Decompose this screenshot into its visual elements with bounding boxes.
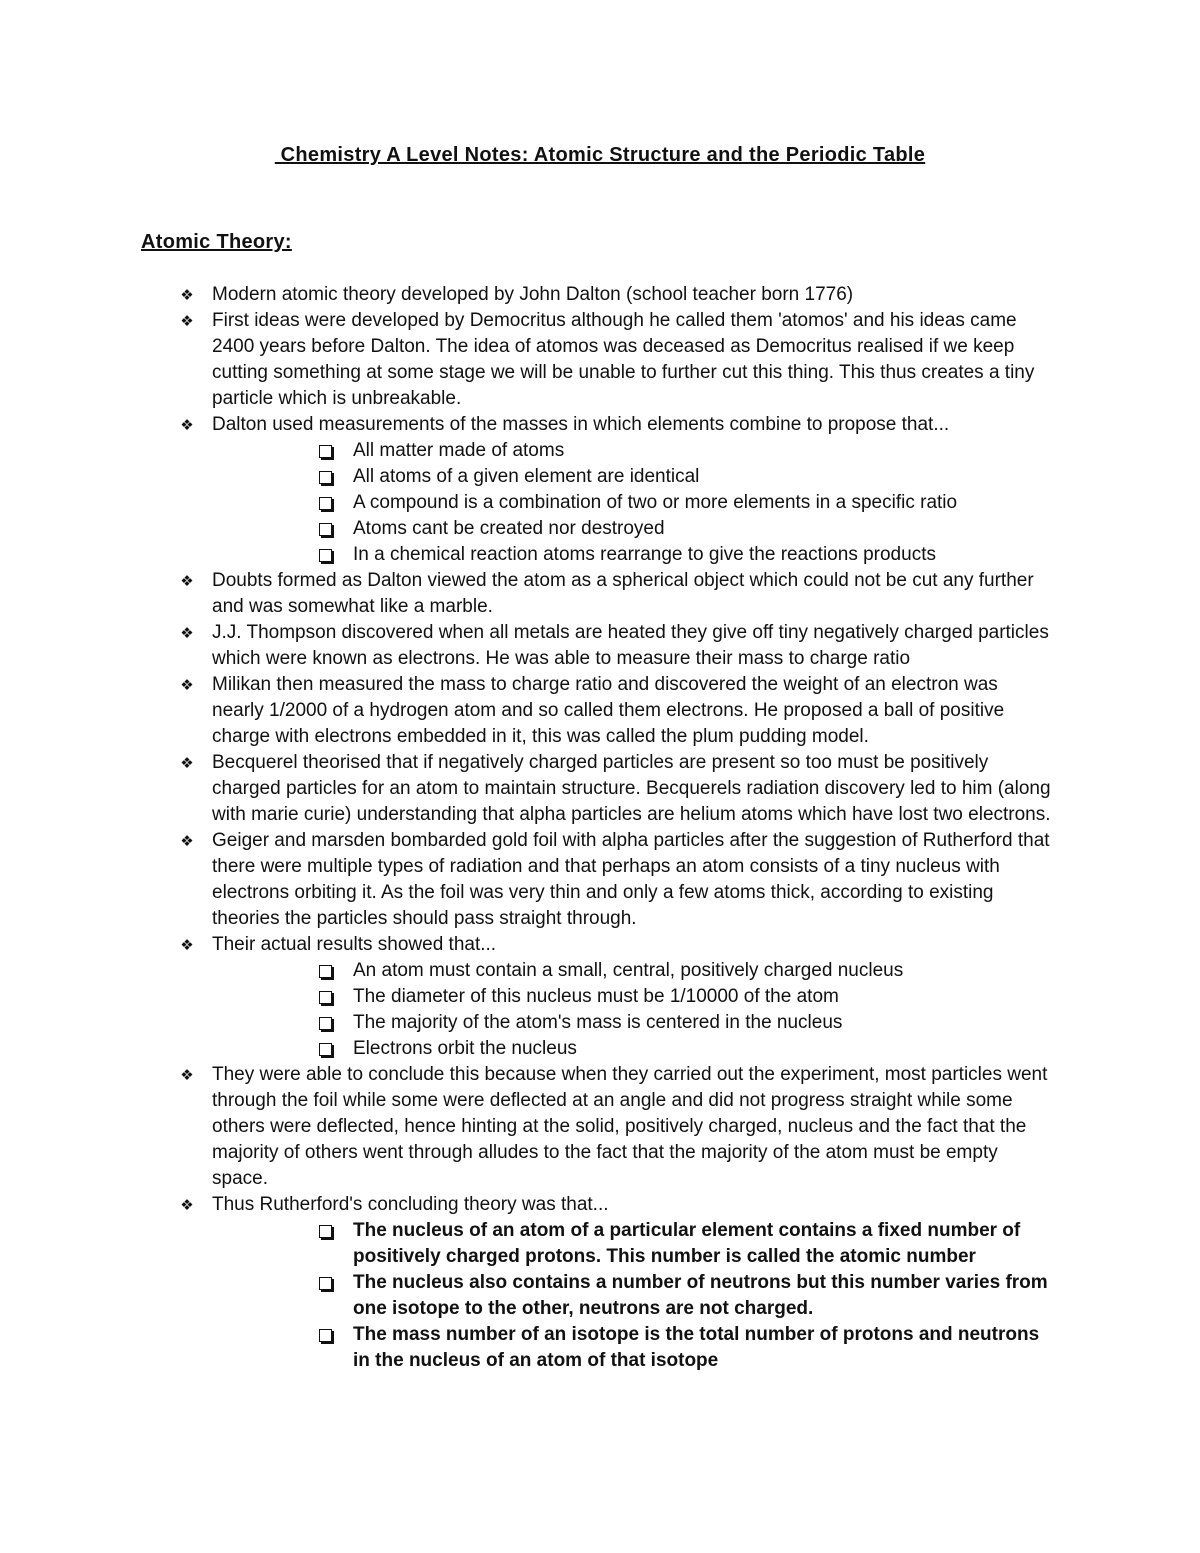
bullet-text: Atoms cant be created nor destroyed: [353, 518, 665, 539]
document-title: Chemistry A Level Notes: Atomic Structure and the Periodic Table: [274, 144, 926, 166]
bullet-text: Thus Rutherford's concluding theory was that...: [212, 1194, 609, 1215]
bullet-text: All matter made of atoms: [353, 440, 565, 461]
bullet-text: J.J. Thompson discovered when all metals are heated they give off tiny negatively charged particles which were known as electrons. He was able to measure their mass to charge ratio: [212, 622, 1049, 669]
sub-bullet-item: [0, 1270, 1053, 1322]
bullet-item: [0, 568, 1052, 620]
bullet-text: Doubts formed as Dalton viewed the atom as a spherical object which could not be cut any further and was somewhat like a marble.: [212, 570, 1034, 617]
shadowed-square-bullet-icon: [319, 523, 332, 536]
bullet-text: In a chemical reaction atoms rearrange to give the reactions products: [353, 544, 936, 565]
sub-bullet-item: [0, 1036, 1053, 1062]
shadowed-square-bullet-icon: [319, 471, 332, 484]
bullet-text: Modern atomic theory developed by John Dalton (school teacher born 1776): [212, 284, 854, 305]
sub-bullet-item: [0, 464, 1053, 490]
bullet-text: Their actual results showed that...: [212, 934, 497, 955]
four-diamond-bullet-icon: ❖: [180, 572, 194, 590]
bullet-text: A compound is a combination of two or more elements in a specific ratio: [353, 492, 958, 513]
bullet-item: [0, 282, 1052, 308]
sub-bullet-item: [0, 438, 1053, 464]
bullet-text: The nucleus of an atom of a particular element contains a fixed number of positively charged protons. This number is called the atomic number: [353, 1220, 1021, 1267]
sub-bullet-item: [0, 958, 1053, 984]
bullet-item: [0, 308, 1052, 412]
bullet-item: [0, 672, 1052, 750]
bullet-text: The diameter of this nucleus must be 1/10000 of the atom: [353, 986, 839, 1007]
bullet-text: All atoms of a given element are identical: [353, 466, 700, 487]
bullet-item: [0, 828, 1052, 932]
shadowed-square-bullet-icon: [319, 1225, 332, 1238]
bullet-text: The mass number of an isotope is the total number of protons and neutrons in the nucleus of an atom of that isotope: [353, 1324, 1040, 1371]
bullet-text: Milikan then measured the mass to charge ratio and discovered the weight of an electron was nearly 1/2000 of a hydrogen atom and so called them electrons. He proposed a ball of positive charge with electrons embedded in it, this was called the plum pudding model.: [212, 674, 1005, 747]
bullet-text: Dalton used measurements of the masses in which elements combine to propose that...: [212, 414, 950, 435]
shadowed-square-bullet-icon: [319, 1329, 332, 1342]
four-diamond-bullet-icon: ❖: [180, 416, 194, 434]
bullet-item: [0, 620, 1052, 672]
four-diamond-bullet-icon: ❖: [180, 936, 194, 954]
shadowed-square-bullet-icon: [319, 445, 332, 458]
sub-bullet-item: [0, 516, 1053, 542]
four-diamond-bullet-icon: ❖: [180, 676, 194, 694]
notes-list: [0, 282, 1200, 1374]
bullet-text: Geiger and marsden bombarded gold foil with alpha particles after the suggestion of Rutherford that there were multiple types of radiation and that perhaps an atom consists of a tiny nucleus with electrons orbiting it. As the foil was very thin and only a few atoms thick, according to existing theories the particles should pass straight through.: [212, 830, 1050, 929]
four-diamond-bullet-icon: ❖: [180, 1066, 194, 1084]
bullet-item: [0, 1192, 1052, 1218]
four-diamond-bullet-icon: ❖: [180, 832, 194, 850]
four-diamond-bullet-icon: ❖: [180, 624, 194, 642]
section-heading: Atomic Theory:: [141, 231, 292, 253]
sub-bullet-item: [0, 1010, 1053, 1036]
bullet-text: Electrons orbit the nucleus: [353, 1038, 577, 1059]
bullet-item: [0, 412, 1052, 438]
sub-bullet-item: [0, 984, 1053, 1010]
bullet-text: They were able to conclude this because when they carried out the experiment, most particles went through the foil while some were deflected at an angle and did not progress straight while some others were deflected, hence hinting at the solid, positively charged, nucleus and the fact that the majority of others went through alludes to the fact that the majority of the atom must be empty space.: [212, 1064, 1048, 1189]
bullet-item: [0, 932, 1052, 958]
shadowed-square-bullet-icon: [319, 991, 332, 1004]
shadowed-square-bullet-icon: [319, 549, 332, 562]
bullet-item: [0, 1062, 1052, 1192]
four-diamond-bullet-icon: ❖: [180, 1196, 194, 1214]
bullet-text: An atom must contain a small, central, positively charged nucleus: [353, 960, 904, 981]
bullet-text: The majority of the atom's mass is centered in the nucleus: [353, 1012, 843, 1033]
shadowed-square-bullet-icon: [319, 1277, 332, 1290]
sub-bullet-item: [0, 1322, 1053, 1374]
bullet-item: [0, 750, 1052, 828]
shadowed-square-bullet-icon: [319, 1043, 332, 1056]
shadowed-square-bullet-icon: [319, 965, 332, 978]
bullet-text: The nucleus also contains a number of neutrons but this number varies from one isotope to the other, neutrons are not charged.: [353, 1272, 1048, 1319]
shadowed-square-bullet-icon: [319, 1017, 332, 1030]
four-diamond-bullet-icon: ❖: [180, 286, 194, 304]
sub-bullet-item: [0, 1218, 1053, 1270]
bullet-text: First ideas were developed by Democritus although he called them 'atomos' and his ideas came 2400 years before Dalton. The idea of atomos was deceased as Democritus realised if we keep cutting something at some stage we will be unable to further cut this thing. This thus creates a tiny particle which is unbreakable.: [212, 310, 1035, 409]
four-diamond-bullet-icon: ❖: [180, 754, 194, 772]
shadowed-square-bullet-icon: [319, 497, 332, 510]
four-diamond-bullet-icon: ❖: [180, 312, 194, 330]
sub-bullet-item: [0, 490, 1053, 516]
sub-bullet-item: [0, 542, 1053, 568]
bullet-text: Becquerel theorised that if negatively charged particles are present so too must be positively charged particles for an atom to maintain structure. Becquerels radiation discovery led to him (along with marie curie) understanding that alpha particles are helium atoms which have lost two electrons.: [212, 752, 1051, 825]
